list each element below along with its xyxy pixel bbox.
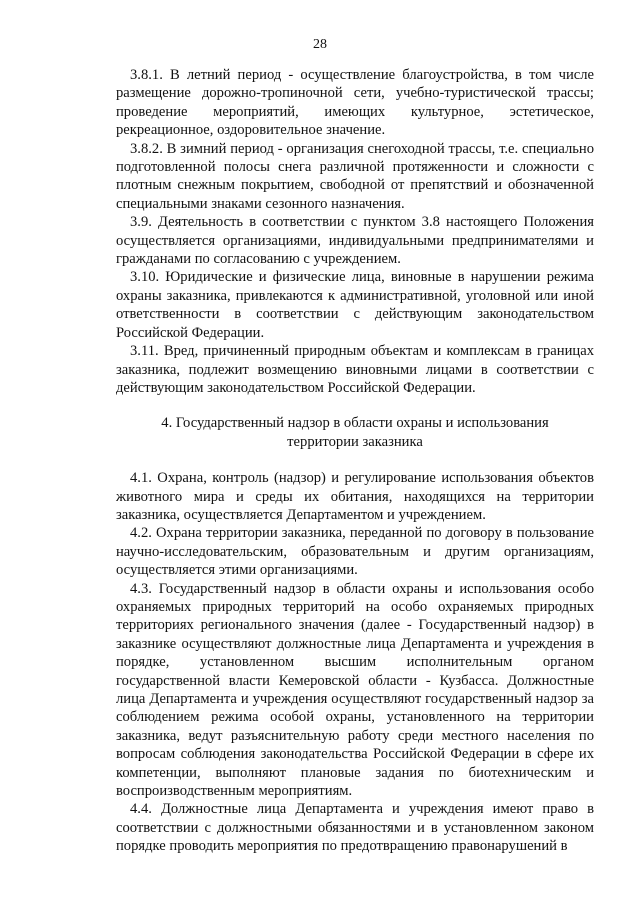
section-heading: 4. Государственный надзор в области охраны и использования территории заказника	[161, 415, 549, 450]
document-body	[116, 66, 594, 856]
page-number: 28	[313, 37, 327, 52]
paragraph-3-8-2: 3.8.2. В зимний период - организация снегоходной трассы, т.е. специально подготовленной полосы снега различной протяженности и сложности с плотным снежным покрытием, свободной от препятствий и обозначенной специальными знаками сезонного назначения.	[116, 140, 594, 212]
paragraph-4-4: 4.4. Должностные лица Департамента и учреждения имеют право в соответствии с должностными обязанностями и в установленном законом порядке проводить мероприятия по предотвращению правонарушений в	[116, 801, 594, 855]
paragraph-3-8-1: 3.8.1. В летний период - осуществление благоустройства, в том числе размещение дорожно-тропиночной сети, учебно-туристической трассы; проведение мероприятий, имеющих культурное, эстетическое, рекреационное, оздоровительное значение.	[116, 67, 594, 139]
paragraph-4-1: 4.1. Охрана, контроль (надзор) и регулирование использования объектов животного мира и среды их обитания, находящихся на территории заказника, осуществляется Департаментом и учреждением.	[116, 470, 594, 523]
paragraph-3-10: 3.10. Юридические и физические лица, виновные в нарушении режима охраны заказника, привлекаются к административной, уголовной или иной ответственности в соответствии с действующим законодательством Российской Федерации.	[116, 269, 594, 341]
paragraph-4-2: 4.2. Охрана территории заказника, переданной по договору в пользование научно-исследовательским, образовательным и другим организациям, осуществляется этими организациями.	[116, 525, 594, 579]
paragraph-4-3: 4.3. Государственный надзор в области охраны и использования особо охраняемых природных территорий на особо охраняемых природных территориях регионального значения (далее - Государственный надзор) в заказнике осуществляют должностные лица Департамента и учреждения в порядке, установленном высшим исполнительным органом государственной власти Кемеровской области - Кузбасса. Должностные лица Департамента и учреждения осуществляют государственный надзор за соблюдением режима особой охраны, установленного на территории заказника, ведут разъяснительную работу среди местного населения по вопросам соблюдения законодательства Российской Федерации в сфере их компетенции, выполняют плановые задания по биотехническим и воспроизводственным мероприятиям.	[116, 580, 594, 800]
paragraph-3-9: 3.9. Деятельность в соответствии с пунктом 3.8 настоящего Положения осуществляется организациями, индивидуальными предпринимателями и гражданами по согласованию с учреждением.	[116, 214, 594, 268]
paragraph-3-11: 3.11. Вред, причиненный природным объектам и комплексам в границах заказника, подлежит возмещению виновными лицами в соответствии с действующим законодательством Российской Федерации.	[116, 343, 594, 396]
